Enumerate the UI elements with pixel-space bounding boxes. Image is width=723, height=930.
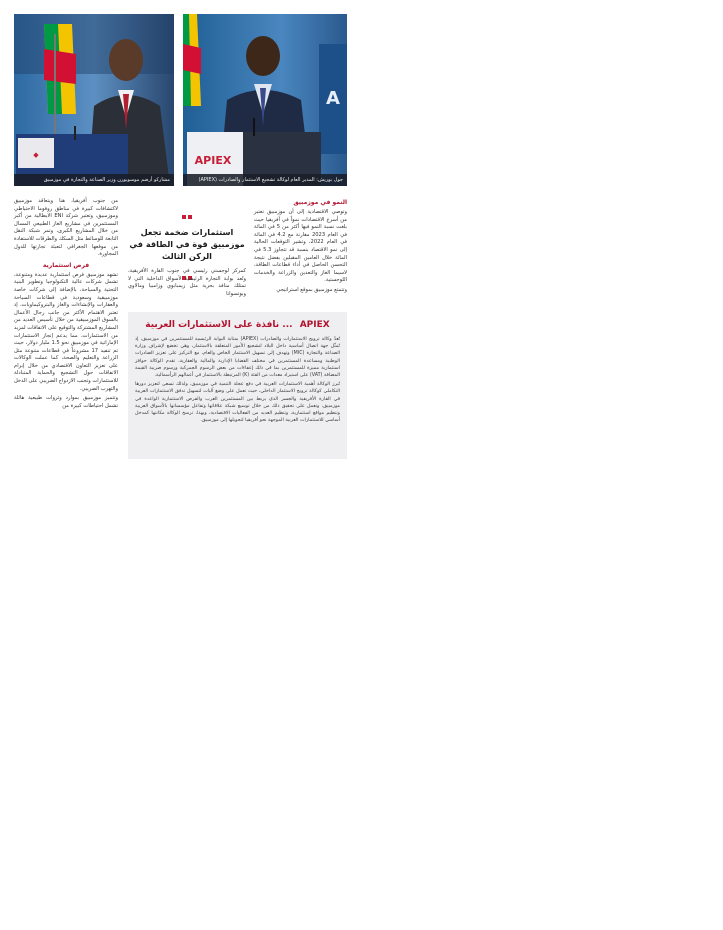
paragraph: كمركز لوجستي رئيسي في جنوب القارة الأفريقية، وتُعد بوابة التجارة الرئيسية لأسواق الداخلية التي لا تمتلك منافذ بحرية مثل زيمبابوي وزامبيا ومالاوي وبوتسوانا — [128, 268, 246, 297]
director-photo-image — [183, 14, 347, 186]
headline: استثمارات ضخمة تجعل موزمبيق قوة في الطاقة في الركن الثالث — [129, 227, 245, 261]
paragraph: تُبرز الوكالة أهمية الاستثمارات العربية في دفع عجلة التنمية في موزمبيق، ولذلك تسعى لتعزيز دورها التكاملي كوكالة ترويج الاستثمار الداخلي، حيث تعمل على وضع آليات لتسهيل تدفق الاستثمارات العربية في القارة الأفريقية والجسر الذي يربط بين المستثمرين العرب والفرص الاستثمارية الواعدة في موزمبيق، وتعمل على تحقيق ذلك من خلال توسيع شبكة علاقاتها وتفاعل مؤسساتها بالأسواق العربية وتنظيم مواقع استثمارية، وتنظيم العديد من الفعاليات الاقتصادية، وبهذا، ترسخ الوكالة مكانتها كمدخل أساسي للاستثمارات العربية الموجهة نحو أفريقيا لتحويلها إلى موزمبيق. — [135, 382, 340, 424]
paragraph: من جنوب أفريقيا، هنا ويتعاقد موزمبيق لاكتشافات كبيرة في مناطق روفوما الاحتياطي وموزمبيق، وتعتبر شركة ENI الايطالية من أكبر المستثمرين في مشاريع الغاز الطبيعي المسال من خلال المشاريع الكبرى، وتمر شبكة النقل التابعة للوسائط مثل السكك والطرقات للاستفادة من موقعها الجغرافي لتعبئة تجارتها للدول المجاورة. — [14, 198, 118, 258]
article-column-right — [254, 196, 347, 297]
paragraph: وتوصي الاقتصادية إلى أن موزمبيق تعتبر من أسرع الاقتصادات نمواً في أفريقيا حيث بلغت نسبة النمو فيها أكثر من 5 في المائة في العام 2023 مقارنة مع 4.2 في المائة في العام 2022، وتشير التوقعات الحالية إلى نمو الاقتصاد بنسبة قد تتجاوز 5.3 في المائة خلال العامين المقبلين بفضل نتيجة التحسن الحاصل في أداء قطاعات الطاقة، لاسيما الغاز والتعدين والزراعة والخدمات اللوجستية. — [254, 209, 347, 284]
photo-caption-left: مشاركو أرضم موسوبورن وزير الصناعة والتجارة في موزمبيق — [14, 174, 174, 186]
paragraph: تُعدّ وكالة ترويج الاستثمارات والصادرات (APIEX) بمثابة البوابة الرئيسية للمستثمرين في موزمبيق، إذ تُمثّل جهة اتصال أساسية داخل البلاد لتشجيع الأمور المتعلقة بالاستثمار، وهي تخضع لإشراف وزارة الصناعة والتجارة (MIC) وتهدف إلى تسهيل الاستثمار الخاص والعام، مع التركيز على تعزيز الصادرات الوطنية ومساعدة المستثمرين في مختلف القضايا الإدارية والمالية والعقارية، تقدم الوكالة حوافز استثمارية مميزة للمستثمرين بما في ذلك إعفاءات من بعض الرسوم الجمركية ورسوم ضريبة القيمة المضافة (VAT) على استيراد معدات من الفئة (K) المرتبطة بالاستثمار في أعمالهم الرأسمالية. — [135, 337, 341, 379]
apiex-podium-logo: APIEX — [194, 154, 232, 167]
svg-text:◆: ◆ — [33, 151, 39, 159]
paragraph: وتتميز موزمبيق بموارد وثروات طبيعية هائلة تشمل احتياطات كبيرة من — [14, 395, 118, 409]
paragraph: تشهد موزمبيق فرص استثمارية عديدة ومتنوعة، تشمل شركات عالية التكنولوجيا وتطوير البنية التحتية والسياحة، بالإضافة إلى شركات خاصة موزمبيقية وسعودية في قطاعات السياحة والعقارات والإنشاءات والغاز والبتروكيماويات، إذ تعتبر الاهتمام الأكثر من جانب رجال الأعمال بالسوق الموزمبيقية من خلال تأسيس العديد من المشاريع المشتركة والتوقيع على الاتفاقات لمزيد من الاستثمارات، مما يدعم إنجاز الاستثمارات الإماراتية في موزمبيق نحو 1.5 مليار دولار، حيث تم تنفيذ 17 مشروعاً في قطاعات متنوعة مثل الزراعة والتعليم والصحة، كما عملت الوكالات على تعزيز التعاون الاقتصادي من خلال إبرام الاتفاقات حول التشجيع والحماية المتبادلة للاستثمارات وتجنب الازدواج الضريبي على الدخل والتهرب الضريبي. — [13, 271, 118, 392]
article-column-middle — [128, 268, 246, 300]
minister-photo-image — [14, 14, 174, 186]
article-column-left — [14, 198, 118, 412]
photo-caption-right: جول بوريش: المدير العام لوكالة تشجيع الاستثمار والصادرات (APIEX) — [183, 174, 347, 186]
paragraph: وتتمتع موزمبيق بموقع استراتيجي — [276, 286, 347, 293]
headline-ornament-top — [128, 204, 246, 223]
subhead-opportunities: فرص استثمارية — [42, 261, 90, 269]
photo-apiex-director — [183, 14, 347, 186]
subhead-growth: النمو في موزمبيق — [293, 199, 347, 206]
apiex-sidebar-box — [128, 312, 347, 459]
apiex-box-title — [135, 318, 340, 332]
apiex-title-text: ... نافذة على الاستثمارات العربية — [145, 320, 293, 330]
apiex-box-body — [135, 336, 340, 424]
apiex-title-prefix: APIEX — [299, 320, 330, 330]
photo-minister — [14, 14, 174, 186]
svg-text:A: A — [326, 88, 340, 109]
